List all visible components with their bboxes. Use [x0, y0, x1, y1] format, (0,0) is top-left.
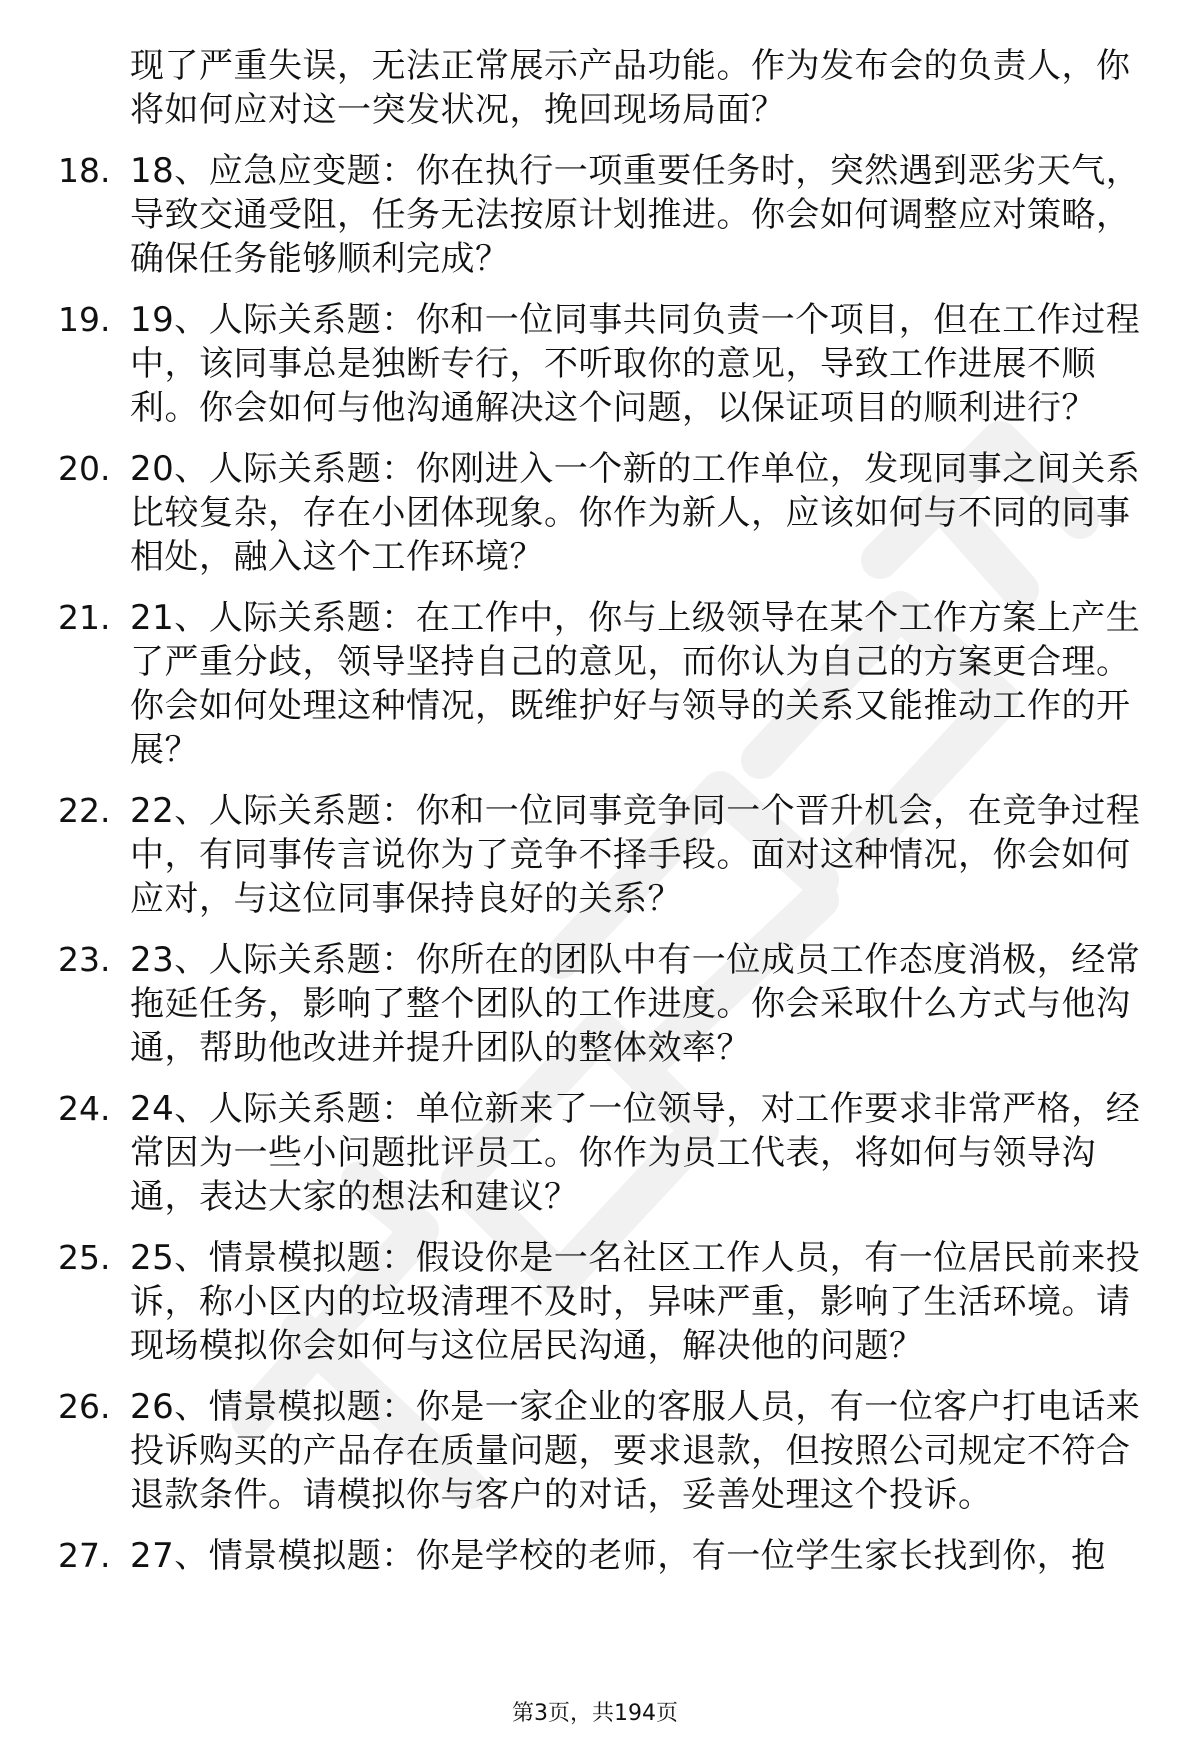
question-item-24 — [58, 1087, 1148, 1219]
continuation-paragraph: 现了严重失误，无法正常展示产品功能。作为发布会的负责人，你将如何应对这一突发状况，挽回现场局面？ — [130, 46, 1131, 130]
question-item-23 — [58, 938, 1148, 1070]
question-item-22 — [58, 789, 1148, 921]
question-list — [58, 44, 1148, 1595]
question-number: 18. — [58, 151, 111, 190]
question-item-19 — [58, 298, 1148, 430]
question-number: 22. — [58, 791, 111, 830]
question-text: 23、人际关系题：你所在的团队中有一位成员工作态度消极，经常拖延任务，影响了整个团队的工作进度。你会采取什么方式与他沟通，帮助他改进并提升团队的整体效率？ — [130, 940, 1141, 1068]
question-text: 26、情景模拟题：你是一家企业的客服人员，有一位客户打电话来投诉购买的产品存在质量问题，要求退款，但按照公司规定不符合退款条件。请模拟你与客户的对话，妥善处理这个投诉。 — [130, 1387, 1141, 1515]
question-number: 26. — [58, 1387, 111, 1426]
question-item-20 — [58, 447, 1148, 579]
question-number: 25. — [58, 1238, 111, 1277]
question-text: 25、情景模拟题：假设你是一名社区工作人员，有一位居民前来投诉，称小区内的垃圾清理不及时，异味严重，影响了生活环境。请现场模拟你会如何与这位居民沟通，解决他的问题？ — [130, 1238, 1141, 1366]
page-footer — [0, 1700, 1190, 1728]
question-item-27 — [58, 1534, 1148, 1578]
question-text: 22、人际关系题：你和一位同事竞争同一个晋升机会，在竞争过程中，有同事传言说你为了竞争不择手段。面对这种情况，你会如何应对，与这位同事保持良好的关系？ — [130, 791, 1141, 919]
question-text: 20、人际关系题：你刚进入一个新的工作单位，发现同事之间关系比较复杂，存在小团体现象。你作为新人，应该如何与不同的同事相处，融入这个工作环境？ — [130, 449, 1141, 577]
question-item-18 — [58, 149, 1148, 281]
question-number: 23. — [58, 940, 111, 979]
question-item-26 — [58, 1385, 1148, 1517]
page-number-label: 第3页，共194页 — [512, 1701, 678, 1726]
question-number: 24. — [58, 1089, 111, 1128]
question-item-21 — [58, 596, 1148, 772]
question-number: 27. — [58, 1536, 111, 1575]
question-text: 19、人际关系题：你和一位同事共同负责一个项目，但在工作过程中，该同事总是独断专行，不听取你的意见，导致工作进展不顺利。你会如何与他沟通解决这个问题，以保证项目的顺利进行？ — [130, 300, 1141, 428]
question-number: 19. — [58, 300, 111, 339]
question-text: 27、情景模拟题：你是学校的老师，有一位学生家长找到你，抱 — [130, 1536, 1106, 1576]
question-item-25 — [58, 1236, 1148, 1368]
question-text: 21、人际关系题：在工作中，你与上级领导在某个工作方案上产生了严重分歧，领导坚持自己的意见，而你认为自己的方案更合理。你会如何处理这种情况，既维护好与领导的关系又能推动工作的开展？ — [130, 598, 1141, 770]
question-number: 20. — [58, 449, 111, 488]
question-number: 21. — [58, 598, 111, 637]
question-text: 18、应急应变题：你在执行一项重要任务时，突然遇到恶劣天气，导致交通受阻，任务无法按原计划推进。你会如何调整应对策略，确保任务能够顺利完成？ — [130, 151, 1141, 279]
question-text: 24、人际关系题：单位新来了一位领导，对工作要求非常严格，经常因为一些小问题批评员工。你作为员工代表，将如何与领导沟通，表达大家的想法和建议？ — [130, 1089, 1141, 1217]
